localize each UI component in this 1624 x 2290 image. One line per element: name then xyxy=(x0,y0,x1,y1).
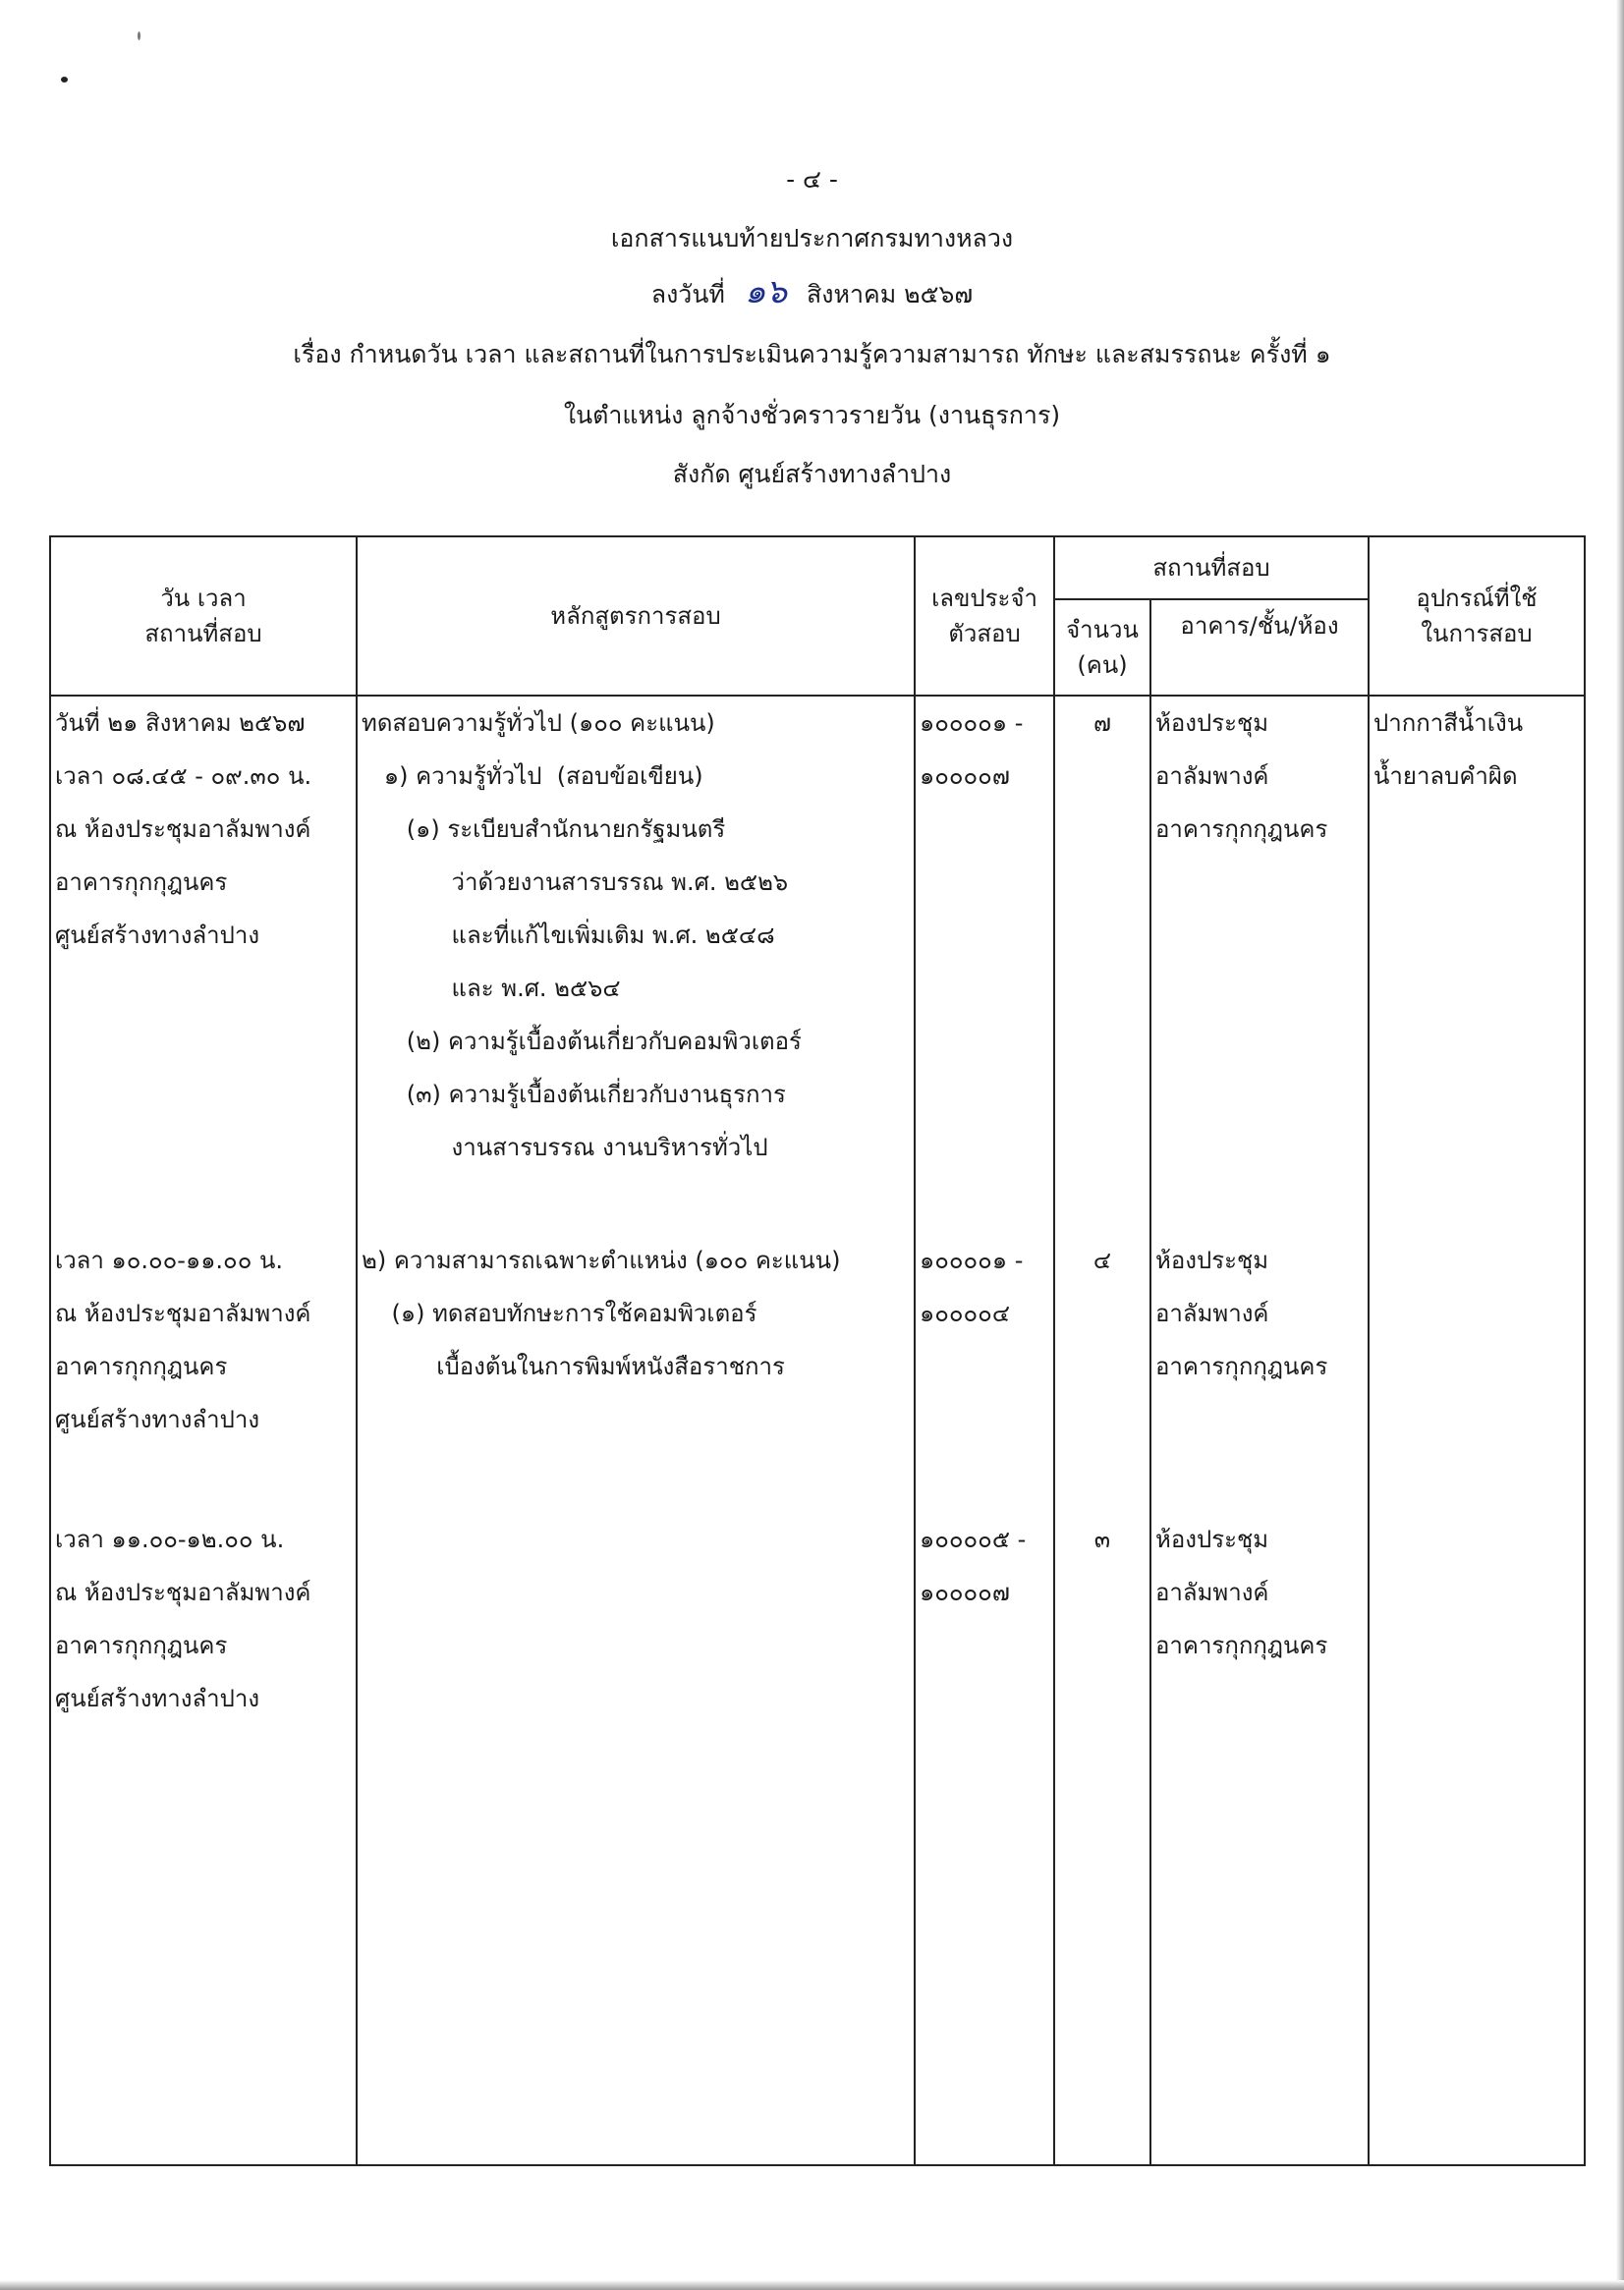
room-cell xyxy=(1150,696,1369,1234)
datetime-line: ศูนย์สร้างทางลำปาง xyxy=(55,922,260,949)
datetime-line: ศูนย์สร้างทางลำปาง xyxy=(55,1685,260,1712)
handwritten-day: ๑๖ xyxy=(744,272,788,311)
curriculum-line: และ พ.ศ. ๒๕๖๔ xyxy=(362,975,621,1002)
document-position: ในตำแหน่ง ลูกจ้างชั่วคราวรายวัน (งานธุรการ) xyxy=(563,401,1061,429)
room-line: อาลัมพางค์ xyxy=(1155,1300,1269,1327)
curriculum-line: ๒) ความสามารถเฉพาะตำแหน่ง (๑๐๐ คะแนน) xyxy=(362,1247,841,1274)
room-line: ห้องประชุม xyxy=(1155,1247,1269,1274)
curriculum-cell xyxy=(357,1513,915,2165)
header-datetime-line1: วัน เวลา xyxy=(160,585,247,612)
table-header xyxy=(50,536,1585,696)
exam-number-cell xyxy=(915,1513,1054,2165)
header-count-line1: จำนวน xyxy=(1066,616,1139,643)
scan-bottom-shadow xyxy=(0,2280,1624,2290)
equipment-line: น้ำยาลบคำผิด xyxy=(1373,762,1518,790)
datetime-line: ณ ห้องประชุมอาลัมพางค์ xyxy=(55,1579,311,1606)
exam-number-cell xyxy=(915,696,1054,1234)
document-affiliation: สังกัด ศูนย์สร้างทางลำปาง xyxy=(672,460,952,488)
date-prefix: ลงวันที่ xyxy=(650,280,725,308)
datetime-cell xyxy=(50,1513,357,2165)
header-room: อาคาร/ชั้น/ห้อง xyxy=(1150,599,1369,696)
scan-speck xyxy=(61,77,68,83)
date-month-year: สิงหาคม ๒๕๖๗ xyxy=(807,280,974,308)
curriculum-cell xyxy=(357,696,915,1234)
curriculum-line: (๓) ความรู้เบื้องต้นเกี่ยวกับงานธุรการ xyxy=(362,1081,786,1108)
header-count-line2: (คน) xyxy=(1077,651,1128,679)
scan-speck xyxy=(138,31,140,40)
exam-number-line: ๑๐๐๐๐๑ - xyxy=(920,709,1024,737)
datetime-line: เวลา ๐๘.๔๕ - ๐๙.๓๐ น. xyxy=(55,762,312,790)
datetime-line: ณ ห้องประชุมอาลัมพางค์ xyxy=(55,815,311,843)
table-row xyxy=(50,696,1585,1234)
curriculum-cell xyxy=(357,1234,915,1513)
exam-number-line: ๑๐๐๐๐๕ - xyxy=(920,1526,1027,1553)
datetime-line: วันที่ ๒๑ สิงหาคม ๒๕๖๗ xyxy=(55,709,306,737)
room-line: อาคารกุกกุฎนคร xyxy=(1155,815,1328,843)
header-venue-group: สถานที่สอบ xyxy=(1054,536,1369,599)
curriculum-line: และที่แก้ไขเพิ่มเติม พ.ศ. ๒๕๔๘ xyxy=(362,922,775,949)
header-curriculum: หลักสูตรการสอบ xyxy=(357,536,915,696)
room-cell xyxy=(1150,1513,1369,2165)
curriculum-line: ทดสอบความรู้ทั่วไป (๑๐๐ คะแนน) xyxy=(362,709,715,737)
header-exam-no-line1: เลขประจำ xyxy=(931,585,1037,612)
count-cell xyxy=(1054,1234,1150,1513)
curriculum-line: ว่าด้วยงานสารบรรณ พ.ศ. ๒๕๒๖ xyxy=(362,868,789,896)
room-line: อาลัมพางค์ xyxy=(1155,1579,1269,1606)
document-subject: เรื่อง กำหนดวัน เวลา และสถานที่ในการประเมินความรู้ความสามารถ ทักษะ และสมรรถนะ ครั้งที่ ๑ xyxy=(293,340,1331,368)
exam-number-line: ๑๐๐๐๐๗ xyxy=(920,1579,1010,1606)
header-datetime-line2: สถานที่สอบ xyxy=(144,620,262,647)
exam-number-line: ๑๐๐๐๐๗ xyxy=(920,762,1010,790)
equipment-cell xyxy=(1369,696,1585,1234)
datetime-cell xyxy=(50,1234,357,1513)
document-title: เอกสารแนบท้ายประกาศกรมทางหลวง xyxy=(610,224,1014,252)
table-body xyxy=(50,696,1585,2165)
room-line: อาคารกุกกุฎนคร xyxy=(1155,1353,1328,1380)
exam-number-cell xyxy=(915,1234,1054,1513)
header-datetime xyxy=(50,536,357,696)
page-number: - ๔ - xyxy=(786,165,838,194)
datetime-line: เวลา ๑๑.๐๐-๑๒.๐๐ น. xyxy=(55,1526,285,1553)
datetime-cell xyxy=(50,696,357,1234)
equipment-cell xyxy=(1369,1513,1585,2165)
count-cell xyxy=(1054,696,1150,1234)
count-value: ๗ xyxy=(1092,709,1112,737)
equipment-line: ปากกาสีน้ำเงิน xyxy=(1373,709,1524,737)
header-equipment xyxy=(1369,536,1585,696)
datetime-line: อาคารกุกกุฎนคร xyxy=(55,868,228,896)
header-equipment-line2: ในการสอบ xyxy=(1421,620,1533,647)
equipment-cell xyxy=(1369,1234,1585,1513)
datetime-line: เวลา ๑๐.๐๐-๑๑.๐๐ น. xyxy=(55,1247,284,1274)
header-count xyxy=(1054,599,1150,696)
datetime-line: อาคารกุกกุฎนคร xyxy=(55,1353,228,1380)
datetime-line: ศูนย์สร้างทางลำปาง xyxy=(55,1406,260,1433)
header-exam-no-line2: ตัวสอบ xyxy=(948,620,1021,647)
exam-schedule-table xyxy=(49,535,1586,2166)
room-line: อาคารกุกกุฎนคร xyxy=(1155,1632,1328,1659)
document-date xyxy=(0,272,1624,311)
room-line: ห้องประชุม xyxy=(1155,1526,1269,1553)
curriculum-line: (๑) ระเบียบสำนักนายกรัฐมนตรี xyxy=(362,815,726,843)
exam-number-line: ๑๐๐๐๐๔ xyxy=(920,1300,1010,1327)
table-row xyxy=(50,1513,1585,2165)
header-equipment-line1: อุปกรณ์ที่ใช้ xyxy=(1416,585,1538,612)
curriculum-line: ๑) ความรู้ทั่วไป (สอบข้อเขียน) xyxy=(362,762,703,790)
curriculum-line: เบื้องต้นในการพิมพ์หนังสือราชการ xyxy=(362,1353,785,1380)
count-cell xyxy=(1054,1513,1150,2165)
curriculum-line: งานสารบรรณ งานบริหารทั่วไป xyxy=(362,1134,768,1161)
curriculum-line: (๒) ความรู้เบื้องต้นเกี่ยวกับคอมพิวเตอร์ xyxy=(362,1028,802,1055)
curriculum-line: (๑) ทดสอบทักษะการใช้คอมพิวเตอร์ xyxy=(362,1300,757,1327)
header-exam-no xyxy=(915,536,1054,696)
datetime-line: ณ ห้องประชุมอาลัมพางค์ xyxy=(55,1300,311,1327)
count-value: ๔ xyxy=(1092,1247,1112,1274)
room-line: อาลัมพางค์ xyxy=(1155,762,1269,790)
datetime-line: อาคารกุกกุฎนคร xyxy=(55,1632,228,1659)
table-row xyxy=(50,1234,1585,1513)
count-value: ๓ xyxy=(1093,1526,1111,1553)
room-line: ห้องประชุม xyxy=(1155,709,1269,737)
exam-number-line: ๑๐๐๐๐๑ - xyxy=(920,1247,1024,1274)
room-cell xyxy=(1150,1234,1369,1513)
